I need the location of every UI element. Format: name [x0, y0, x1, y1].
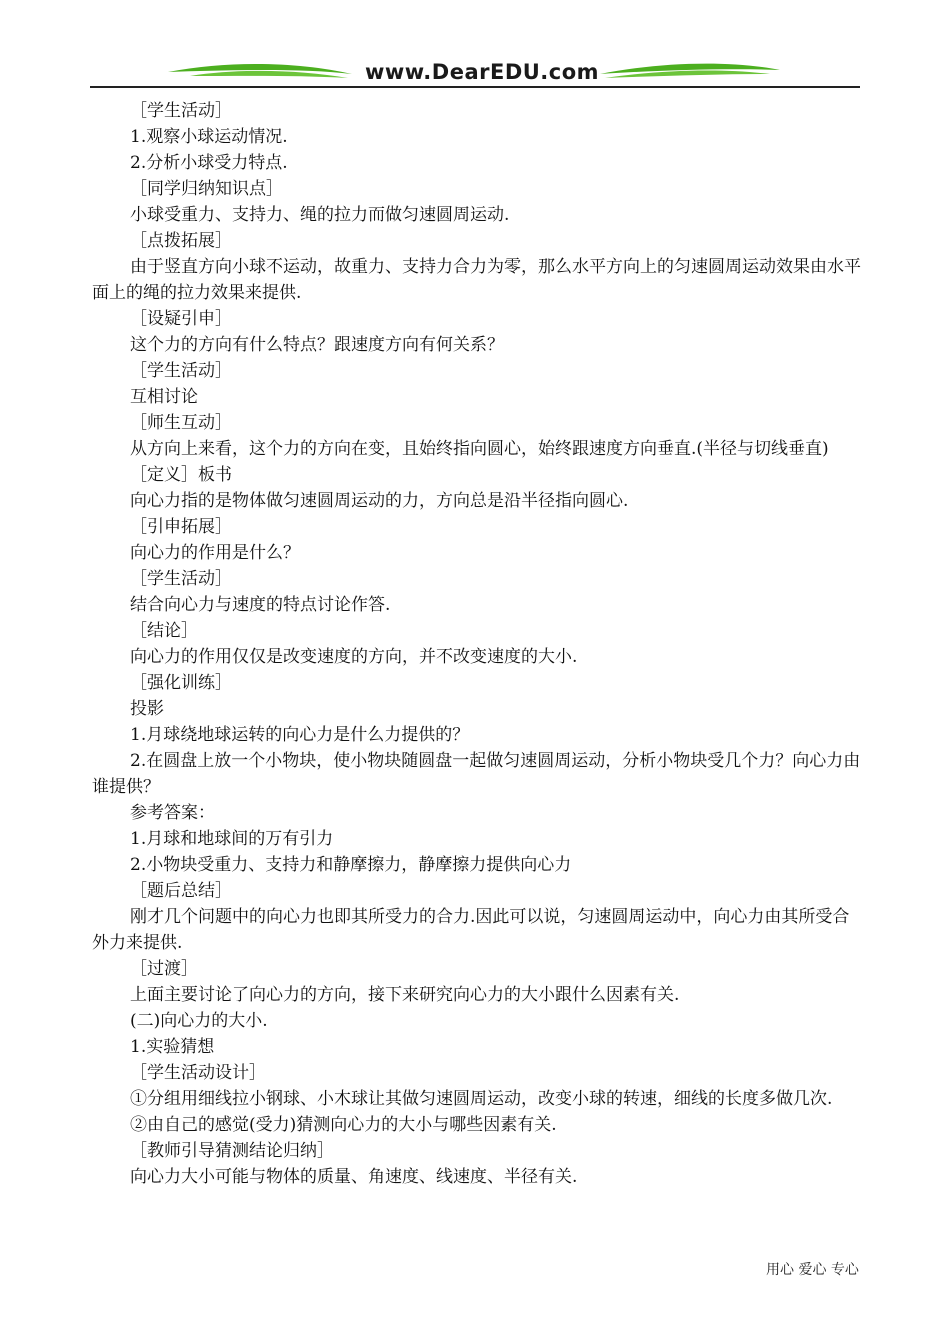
- section-label: ［教师引导猜测结论归纳］: [130, 1141, 334, 1161]
- paragraph: 这个力的方向有什么特点？跟速度方向有何关系？: [130, 335, 504, 355]
- paragraph: 向心力指的是物体做匀速圆周运动的力，方向总是沿半径指向圆心.: [130, 491, 629, 511]
- section-label: ［引申拓展］: [130, 517, 232, 537]
- paragraph: 参考答案：: [130, 803, 215, 823]
- paragraph: 刚才几个问题中的向心力也即其所受力的合力.因此可以说，匀速圆周运动中，向心力由其所受合外力来提供.: [92, 907, 850, 953]
- section-label: ［同学归纳知识点］: [130, 179, 283, 199]
- paragraph: 向心力的作用是什么？: [130, 543, 300, 563]
- list-item: 1.月球绕地球运转的向心力是什么力提供的？: [130, 725, 470, 745]
- subheading: (二)向心力的大小.: [130, 1011, 268, 1031]
- section-label: ［学生活动设计］: [130, 1063, 266, 1083]
- site-header: [90, 58, 860, 90]
- section-label: ［师生互动］: [130, 413, 232, 433]
- document-body: [92, 98, 864, 1190]
- section-label: ［结论］: [130, 621, 198, 641]
- list-item: 2.小物块受重力、支持力和静摩擦力，静摩擦力提供向心力: [130, 855, 572, 875]
- list-item: 1.观察小球运动情况.: [130, 127, 288, 147]
- list-item: 2.在圆盘上放一个小物块，使小物块随圆盘一起做匀速圆周运动，分析小物块受几个力？向心力由谁提供？: [92, 751, 861, 797]
- paragraph: 向心力大小可能与物体的质量、角速度、线速度、半径有关.: [130, 1167, 578, 1187]
- section-label: ［学生活动］: [130, 569, 232, 589]
- section-label: ［强化训练］: [130, 673, 232, 693]
- list-item: ①分组用细线拉小钢球、小木球让其做匀速圆周运动，改变小球的转速，细线的长度多做几次.: [130, 1089, 833, 1109]
- paragraph: 向心力的作用仅仅是改变速度的方向，并不改变速度的大小.: [130, 647, 578, 667]
- paragraph: 上面主要讨论了向心力的方向，接下来研究向心力的大小跟什么因素有关.: [130, 985, 680, 1005]
- section-label: ［设疑引申］: [130, 309, 232, 329]
- subheading: 1.实验猜想: [130, 1037, 215, 1057]
- section-label: ［过渡］: [130, 959, 198, 979]
- section-label: ［点拨拓展］: [130, 231, 232, 251]
- header-divider: [90, 86, 860, 88]
- paragraph: 互相讨论: [130, 387, 198, 407]
- section-label: ［定义］板书: [130, 465, 232, 485]
- list-item: 2.分析小球受力特点.: [130, 153, 288, 173]
- footer-slogan: 用心 爱心 专心: [766, 1262, 859, 1278]
- paragraph: 从方向上来看，这个力的方向在变，且始终指向圆心，始终跟速度方向垂直.(半径与切线垂直): [130, 439, 829, 459]
- section-label: ［题后总结］: [130, 881, 232, 901]
- list-item: 1.月球和地球间的万有引力: [130, 829, 334, 849]
- paragraph: 投影: [130, 699, 164, 719]
- paragraph: 结合向心力与速度的特点讨论作答.: [130, 595, 391, 615]
- paragraph: 由于竖直方向小球不运动，故重力、支持力合力为零，那么水平方向上的匀速圆周运动效果由水平面上的绳的拉力效果来提供.: [92, 257, 861, 303]
- site-logo-text[interactable]: www.DearEDU.com: [364, 60, 600, 84]
- section-label: ［学生活动］: [130, 361, 232, 381]
- list-item: ②由自己的感觉(受力)猜测向心力的大小与哪些因素有关.: [130, 1115, 557, 1135]
- section-label: ［学生活动］: [130, 101, 232, 121]
- paragraph: 小球受重力、支持力、绳的拉力而做匀速圆周运动.: [130, 205, 510, 225]
